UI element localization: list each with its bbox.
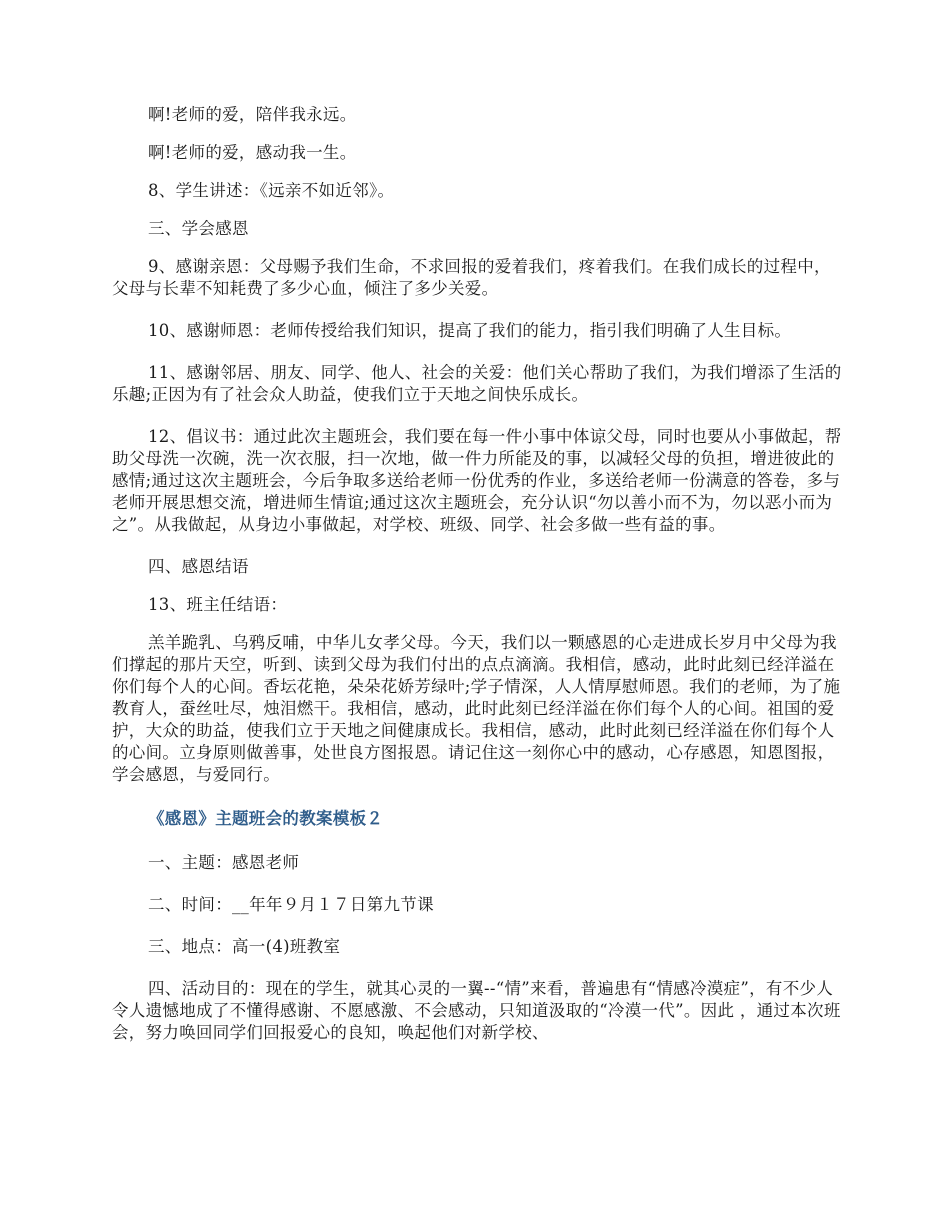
paragraph: 10、感谢师恩：老师传授给我们知识，提高了我们的能力，指引我们明确了人生目标。 [148,321,792,340]
paragraph: 13、班主任结语： [148,595,288,614]
paragraph: 8、学生讲述：《远亲不如近邻》。 [148,181,395,200]
paragraph: 11、感谢邻居、朋友、同学、他人、社会的关爱：他们关心帮助了我们，为我们增添了生活的乐趣;正因为有了社会众人助益，使我们立于天地之间快乐成长。 [112,363,842,404]
paragraph: 羔羊跪乳、乌鸦反哺，中华儿女孝父母。今天，我们以一颗感恩的心走进成长岁月中父母为我们撑起的那片天空，听到、读到父母为我们付出的点点滴滴。我相信，感动，此时此刻已经洋溢在你们每个人的心间。香坛花艳，朵朵花娇芳绿叶;学子情深，人人情厚慰师恩。我们的老师，为了施教育人，蚕丝吐尽，烛泪燃干。我相信，感动，此时此刻已经洋溢在你们每个人的心间。祖国的爱护，大众的助益，使我们立于天地之间健康成长。我相信，感动，此时此刻已经洋溢在你们每个人的心间。立身原则做善事，处世良方图报恩。请记住这一刻你心中的感动，心存感恩，知恩图报，学会感恩，与爱同行。 [112,633,841,784]
paragraph: 一、主题：感恩老师 [148,853,300,872]
paragraph: 啊!老师的爱，陪伴我永远。 [148,105,357,124]
section-heading: 四、感恩结语 [148,557,249,576]
paragraph: 9、感谢亲恩：父母赐予我们生命，不求回报的爱着我们，疼着我们。在我们成长的过程中，父母与长辈不知耗费了多少心血，倾注了多少关爱。 [112,257,831,298]
paragraph: 啊!老师的爱，感动我一生。 [148,143,357,162]
template-title: 《感恩》主题班会的教案模板２ [148,809,384,828]
paragraph: 三、地点：高一(4)班教室 [148,937,341,956]
document-page [112,104,842,1044]
paragraph: 四、活动目的：现在的学生，就其心灵的一翼--“情”来看，普遍患有“情感冷漠症”，有不少人令人遗憾地成了不懂得感谢、不愿感激、不会感动，只知道汲取的“冷漠一代”。因此 ，通过本次班会，努力唤回同学们回报爱心的良知，唤起他们对新学校、 [112,979,841,1042]
paragraph: 二、时间：__年年９月１７日第九节课 [148,895,434,914]
paragraph: 12、倡议书：通过此次主题班会，我们要在每一件小事中体谅父母，同时也要从小事做起，帮助父母洗一次碗，洗一次衣服，扫一次地，做一件力所能及的事，以减轻父母的负担，增进彼此的感情;通过这次主题班会，今后争取多送给老师一份优秀的作业，多送给老师一份满意的答卷，多与老师开展思想交流，增进师生情谊;通过这次主题班会，充分认识“勿以善小而不为，勿以恶小而为之”。从我做起，从身边小事做起，对学校、班级、同学、社会多做一些有益的事。 [112,427,842,534]
section-heading: 三、学会感恩 [148,219,249,238]
